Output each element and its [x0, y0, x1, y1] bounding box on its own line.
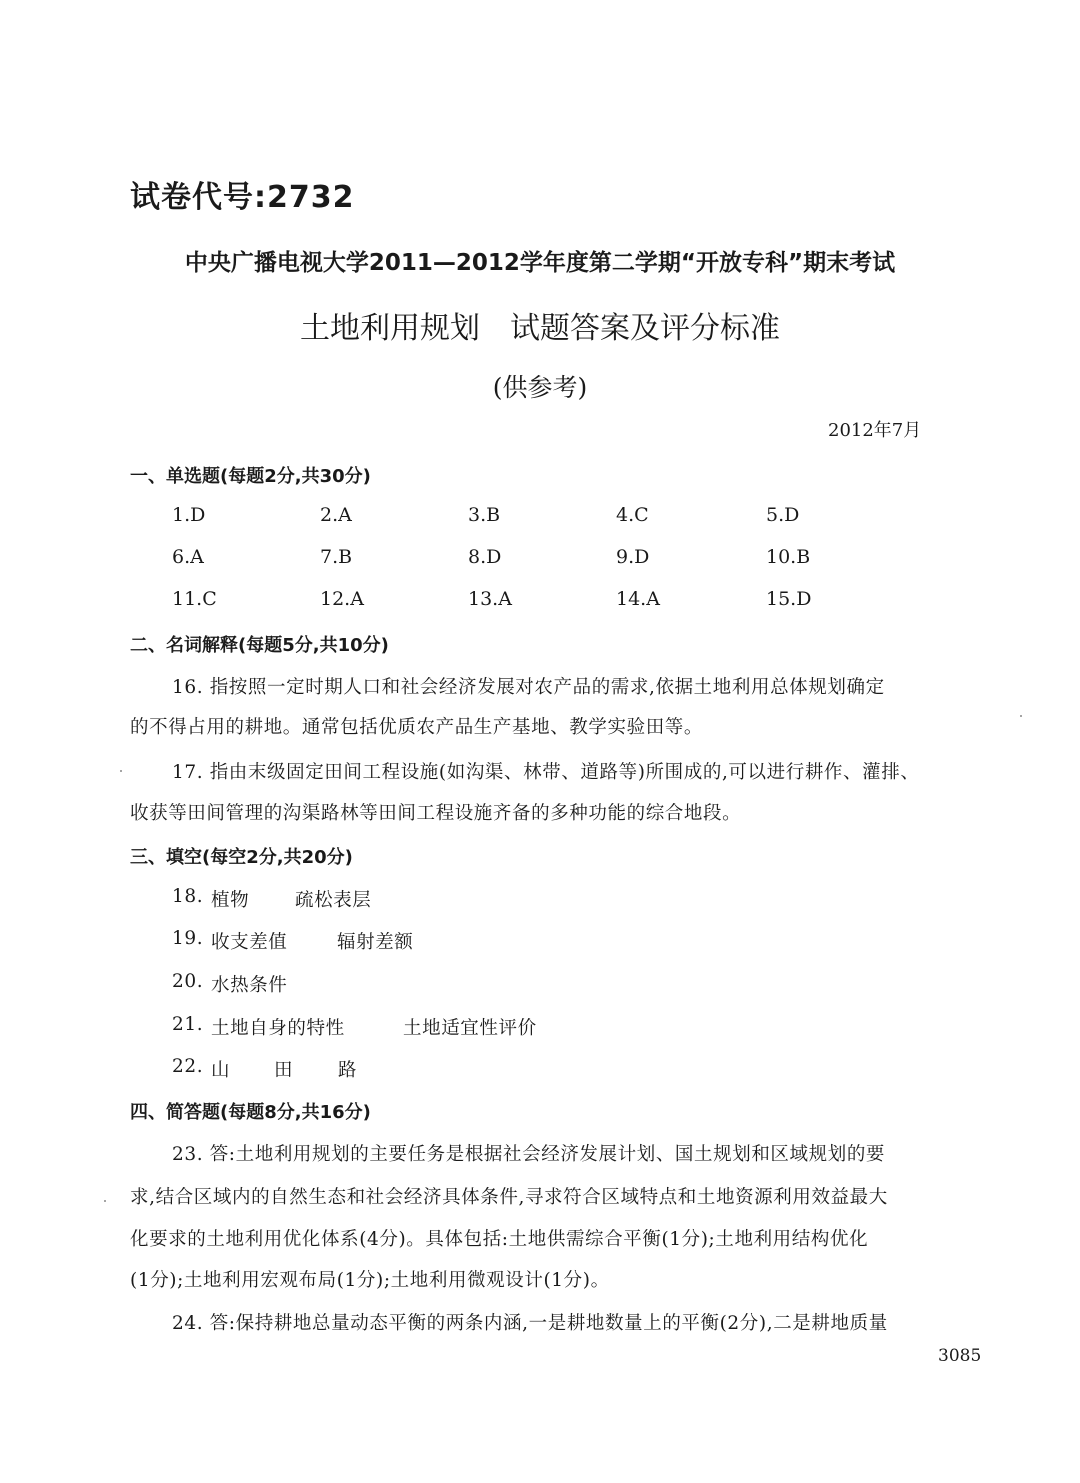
answer-item: 1.D	[172, 504, 206, 526]
blank-number: 18.	[172, 886, 204, 907]
blank-answer: 土地自身的特性	[211, 1018, 345, 1039]
university-exam-line: 中央广播电视大学2011—2012学年度第二学期“开放专科”期末考试	[184, 250, 896, 276]
answer-item: 4.C	[616, 504, 649, 526]
scan-speck	[120, 770, 122, 772]
blank-answer: 收支差值	[211, 932, 288, 953]
answer-item: 13.A	[468, 588, 512, 610]
paragraph-line: 收获等田间管理的沟渠路林等田间工程设施齐备的多种功能的综合地段。	[130, 803, 742, 824]
paragraph-line: 24. 答:保持耕地总量动态平衡的两条内涵,一是耕地数量上的平衡(2分),二是耕地质量	[172, 1313, 888, 1334]
blank-number: 21.	[172, 1014, 204, 1035]
blank-answer: 山	[211, 1060, 231, 1081]
answer-item: 7.B	[320, 546, 353, 568]
answer-item: 10.B	[766, 546, 811, 568]
blank-answer: 路	[338, 1060, 358, 1081]
scan-speck	[1020, 715, 1022, 717]
answer-item: 6.A	[172, 546, 204, 568]
section3-heading: 三、填空(每空2分,共20分)	[130, 847, 353, 868]
answer-item: 15.D	[766, 588, 812, 610]
blank-answer: 植物	[211, 890, 250, 911]
scan-speck	[104, 1200, 106, 1202]
paragraph-line: (1分);土地利用宏观布局(1分);土地利用微观设计(1分)。	[130, 1270, 610, 1291]
answer-item: 2.A	[320, 504, 352, 526]
paragraph-line: 23. 答:土地利用规划的主要任务是根据社会经济发展计划、国土规划和区域规划的要	[172, 1144, 886, 1165]
blank-answer: 疏松表层	[295, 890, 372, 911]
blank-answer: 田	[274, 1060, 294, 1081]
blank-number: 20.	[172, 971, 204, 992]
document-title: 土地利用规划 试题答案及评分标准	[300, 311, 780, 346]
answer-item: 12.A	[320, 588, 364, 610]
paragraph-line: 化要求的土地利用优化体系(4分)。具体包括:土地供需综合平衡(1分);土地利用结构优化	[130, 1229, 869, 1250]
reference-note: (供参考)	[492, 373, 588, 402]
page-number: 3085	[938, 1346, 982, 1366]
blank-answer: 土地适宜性评价	[403, 1018, 537, 1039]
section2-heading: 二、名词解释(每题5分,共10分)	[130, 635, 389, 656]
answer-item: 9.D	[616, 546, 650, 568]
answer-item: 8.D	[468, 546, 502, 568]
paragraph-line: 求,结合区域内的自然生态和社会经济具体条件,寻求符合区域特点和土地资源利用效益最大	[130, 1187, 888, 1208]
answer-item: 3.B	[468, 504, 501, 526]
paper-code: 试卷代号:2732	[130, 180, 355, 215]
paragraph-line: 17. 指由末级固定田间工程设施(如沟渠、林带、道路等)所围成的,可以进行耕作、灌排、	[172, 762, 920, 783]
blank-number: 22.	[172, 1056, 204, 1077]
answer-item: 5.D	[766, 504, 800, 526]
answer-item: 11.C	[172, 588, 217, 610]
blank-answer: 辐射差额	[337, 932, 414, 953]
exam-date: 2012年7月	[828, 420, 922, 441]
blank-number: 19.	[172, 928, 204, 949]
paragraph-line: 16. 指按照一定时期人口和社会经济发展对农产品的需求,依据土地利用总体规划确定	[172, 677, 885, 698]
answer-item: 14.A	[616, 588, 660, 610]
section1-heading: 一、单选题(每题2分,共30分)	[130, 466, 371, 487]
section4-heading: 四、简答题(每题8分,共16分)	[130, 1102, 371, 1123]
blank-answer: 水热条件	[211, 975, 288, 996]
paragraph-line: 的不得占用的耕地。通常包括优质农产品生产基地、教学实验田等。	[130, 717, 704, 738]
